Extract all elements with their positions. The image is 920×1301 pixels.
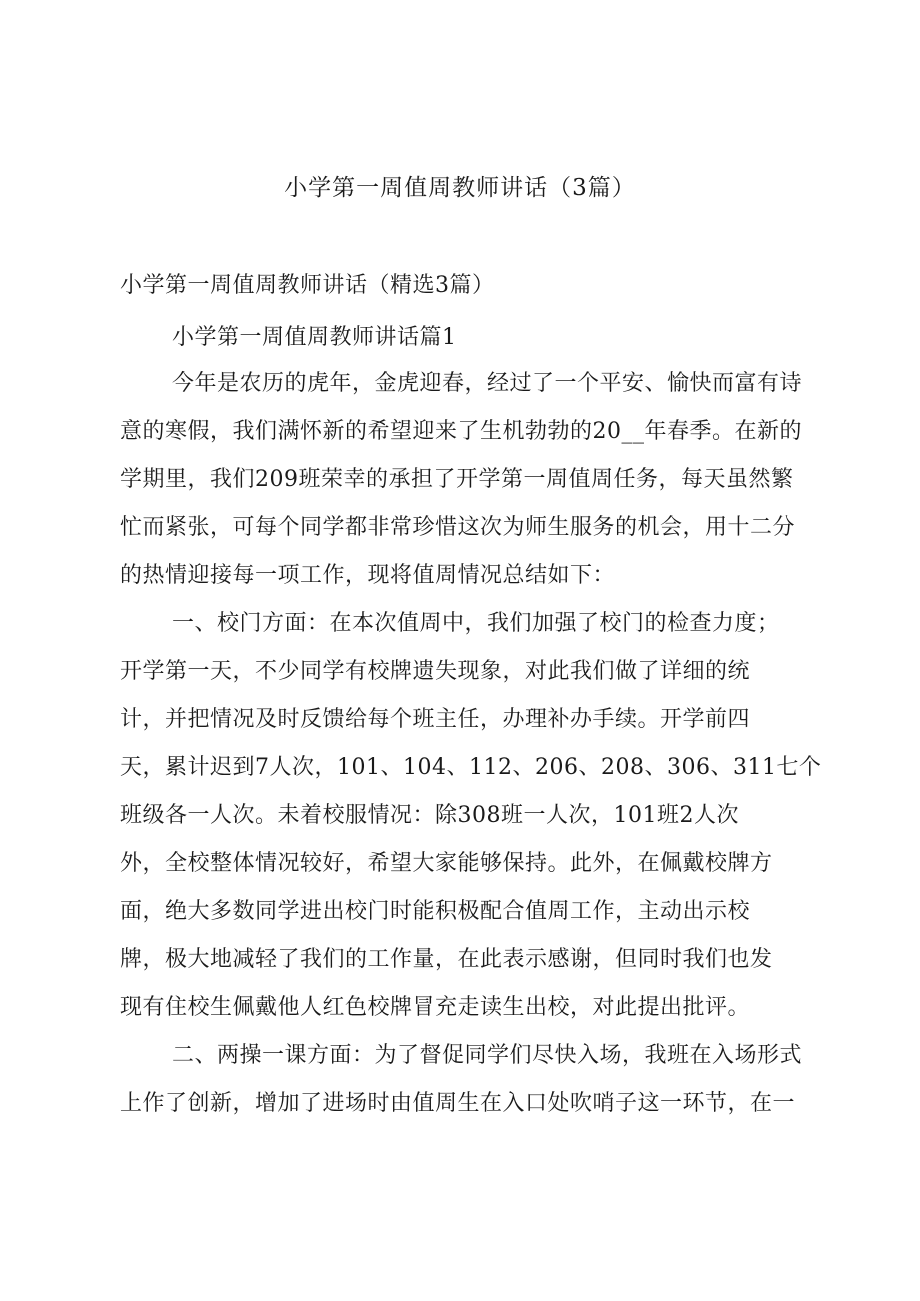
- body-line: 开学第一天，不少同学有校牌遗失现象，对此我们做了详细的统: [120, 659, 751, 684]
- body-line: 一、校门方面：在本次值周中，我们加强了校门的检查力度；: [172, 611, 780, 636]
- body-line: 面，绝大多数同学进出校门时能积极配合值周工作，主动出示校: [120, 899, 751, 924]
- body-line: 牌，极大地减轻了我们的工作量，在此表示感谢，但同时我们也发: [120, 947, 773, 972]
- body-line: 二、两操一课方面：为了督促同学们尽快入场，我班在入场形式: [172, 1043, 803, 1068]
- body-line: 学期里，我们209班荣幸的承担了开学第一周值周任务，每天虽然繁: [120, 467, 794, 492]
- body-line: 上作了创新，增加了进场时由值周生在入口处吹哨子这一环节，在一: [120, 1091, 796, 1116]
- body-line: 意的寒假，我们满怀新的希望迎来了生机勃勃的20__年春季。在新的: [120, 419, 802, 444]
- document-subtitle: 小学第一周值周教师讲话（精选3篇）: [120, 273, 495, 298]
- body-line: 现有住校生佩戴他人红色校牌冒充走读生出校，对此提出批评。: [120, 995, 751, 1020]
- body-line: 的热情迎接每一项工作，现将值周情况总结如下：: [120, 563, 616, 588]
- section-heading: 小学第一周值周教师讲话篇1: [172, 325, 457, 350]
- body-line: 外，全校整体情况较好，希望大家能够保持。此外，在佩戴校牌方: [120, 851, 773, 876]
- body-line: 忙而紧张，可每个同学都非常珍惜这次为师生服务的机会，用十二分: [120, 515, 796, 540]
- body-line: 计，并把情况及时反馈给每个班主任，办理补办手续。开学前四: [120, 707, 751, 732]
- body-line: 班级各一人次。未着校服情况：除308班一人次，101班2人次: [120, 803, 739, 828]
- body-line: 今年是农历的虎年，金虎迎春，经过了一个平安、愉快而富有诗: [172, 371, 803, 396]
- document-title: 小学第一周值周教师讲话（3篇）: [284, 175, 636, 201]
- body-line: 天，累计迟到7人次，101、104、112、206、208、306、311七个: [120, 755, 822, 780]
